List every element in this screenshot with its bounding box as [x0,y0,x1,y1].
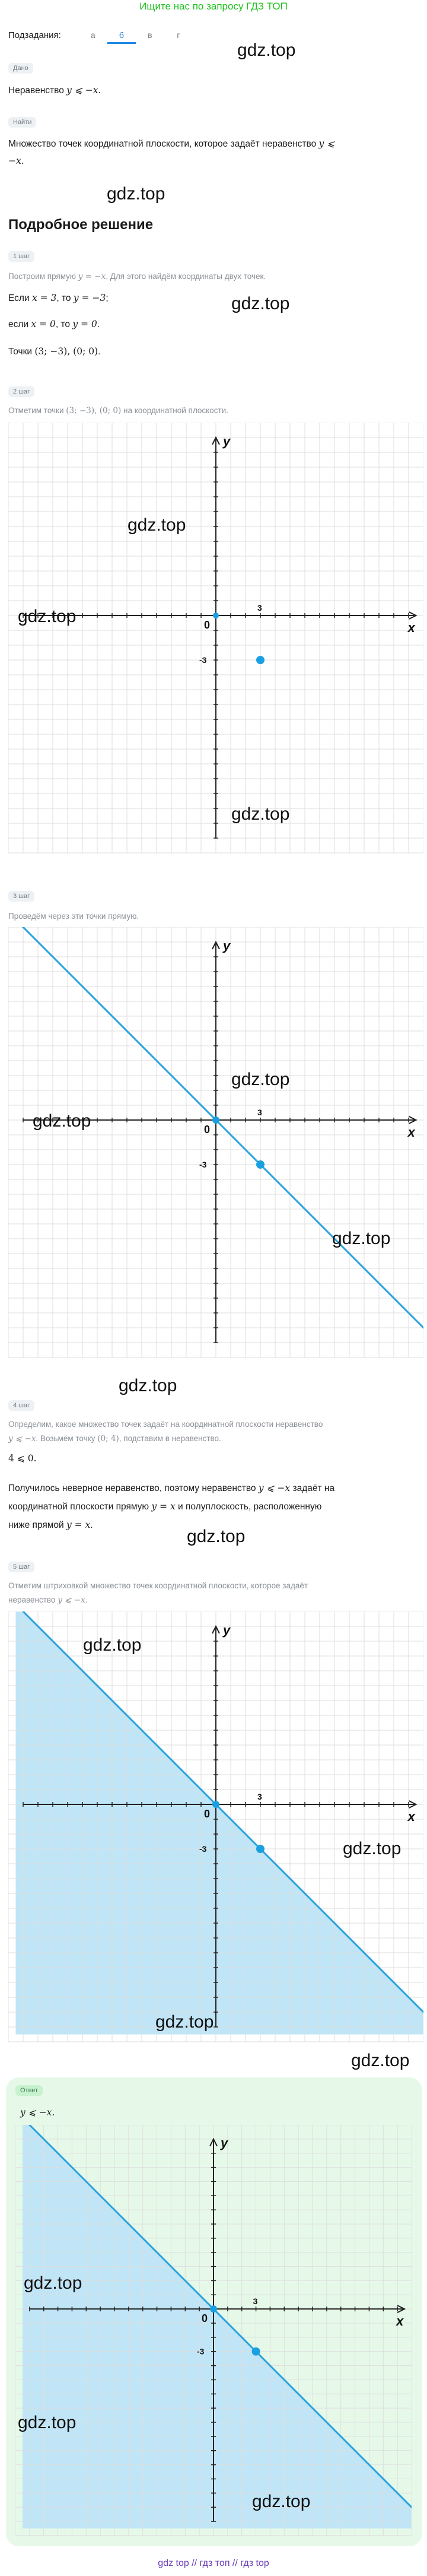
graph-step3 [8,927,423,1360]
watermark: gdz.top [33,1111,91,1131]
step5-badge: 5 шаг [8,1562,34,1572]
step4-conclusion: Получилось неверное неравенство, поэтому неравенство y ⩽ −x задаёт на координатной плоскости прямую y = x и полуплоскость, расположенную ниже прямой y = x. [8,1483,335,1530]
watermark: gdz.top [18,2413,77,2432]
graph-step2 [8,423,423,856]
step4-badge: 4 шаг [8,1400,34,1411]
answer-badge: Ответ [15,2085,43,2096]
graph-answer [15,2125,412,2540]
origin-label: 0 [204,619,211,631]
subtasks-label: Подзадания: [8,30,61,40]
watermark: gdz.top [24,2273,82,2293]
step1-badge-wrap [8,250,34,262]
point-3-neg3 [256,1160,265,1169]
given-text: Неравенство y ⩽ −x. [8,85,101,96]
watermark: gdz.top [155,2012,214,2032]
step1-line3: Точки (3; −3), (0; 0). [8,346,101,357]
step3-text: Проведём через эти точки прямую. [8,912,139,921]
tick-label-x: 3 [253,2296,258,2307]
find-badge: Найти [8,117,36,128]
step3-badge: 3 шаг [8,891,34,902]
find-section [8,116,36,128]
point-3-neg3 [256,656,265,664]
line-y-neg-x [16,927,424,1350]
watermark: gdz.top [107,184,165,204]
x-axis-label: x [407,620,415,635]
solution-region [16,1611,424,2035]
tick-label-y: -3 [199,1844,207,1854]
point-origin [213,613,219,618]
top-banner[interactable]: Ищите нас по запросу ГДЗ ТОП [139,1,288,12]
step1-intro: Построим прямую y = −x. Для этого найдём координаты двух точек. [8,272,266,281]
tick-label-x: 3 [257,1108,262,1117]
tick-label-y: -3 [197,2346,205,2356]
watermark: gdz.top [187,1527,246,1546]
origin-label: 0 [204,1808,211,1820]
step1-line2: если x = 0, то y = 0. [8,319,100,329]
watermark: gdz.top [252,2492,311,2511]
answer-math: y ⩽ −x. [20,2107,55,2118]
point-origin [210,2305,217,2312]
tab-a[interactable]: а [90,30,95,40]
watermark: gdz.top [237,40,296,60]
watermark: gdz.top [351,2051,410,2070]
tick-label-y: -3 [199,655,207,665]
watermark: gdz.top [83,1635,142,1655]
solution-title: Подробное решение [8,217,154,233]
origin-label: 0 [204,1124,211,1135]
step1-badge: 1 шаг [8,251,34,262]
point-origin [212,1801,219,1808]
x-axis-label: x [407,1125,415,1140]
watermark: gdz.top [231,804,290,824]
y-axis-label: y [221,2135,228,2150]
step2-badge: 2 шаг [8,386,34,397]
tick-label-x: 3 [257,1792,262,1801]
watermark: gdz.top [231,1070,290,1089]
y-axis-label: y [223,1623,231,1638]
step4-inequality: 4 ⩽ 0. [8,1453,37,1464]
step5-text: Отметим штриховкой множество точек координатной плоскости, которое задаёт неравенство y ⩽ −x. [8,1581,308,1605]
subtask-tabs [8,26,193,44]
watermark: gdz.top [128,515,186,535]
watermark: gdz.top [332,1229,391,1248]
graph-step5 [8,1611,423,2045]
step4-text: Определим, какое множество точек задаёт на координатной плоскости неравенство y ⩽ −x. Возьмём точку (0; 4), подставим в неравенство. [8,1420,323,1444]
watermark: gdz.top [18,607,77,626]
point-3-neg3 [252,2347,260,2356]
footer-links[interactable]: gdz top // гдз топ // гдз top [158,2558,269,2568]
x-axis-label: x [396,2314,404,2329]
tab-v[interactable]: в [148,30,152,40]
watermark: gdz.top [343,1839,401,1858]
y-axis-label: y [223,434,231,449]
point-origin [212,1116,219,1124]
point-3-neg3 [256,1845,265,1853]
given-section [8,62,33,74]
y-axis-label: y [223,938,231,953]
watermark: gdz.top [119,1376,177,1395]
watermark: gdz.top [231,294,290,313]
step2-text: Отметим точки (3; −3), (0; 0) на координатной плоскости. [8,406,228,415]
find-text: Множество точек координатной плоскости, которое задаёт неравенство y ⩽ −x. [8,138,335,166]
tick-label-x: 3 [257,603,262,613]
solution-region [23,2125,412,2529]
tab-g[interactable]: г [177,30,180,40]
tick-label-y: -3 [199,1160,207,1169]
step1-line1: Если x = 3, то y = −3; [8,293,109,303]
given-badge: Дано [8,63,33,74]
tab-b[interactable]: б [107,30,136,44]
x-axis-label: x [407,1809,415,1824]
origin-label: 0 [202,2312,208,2325]
